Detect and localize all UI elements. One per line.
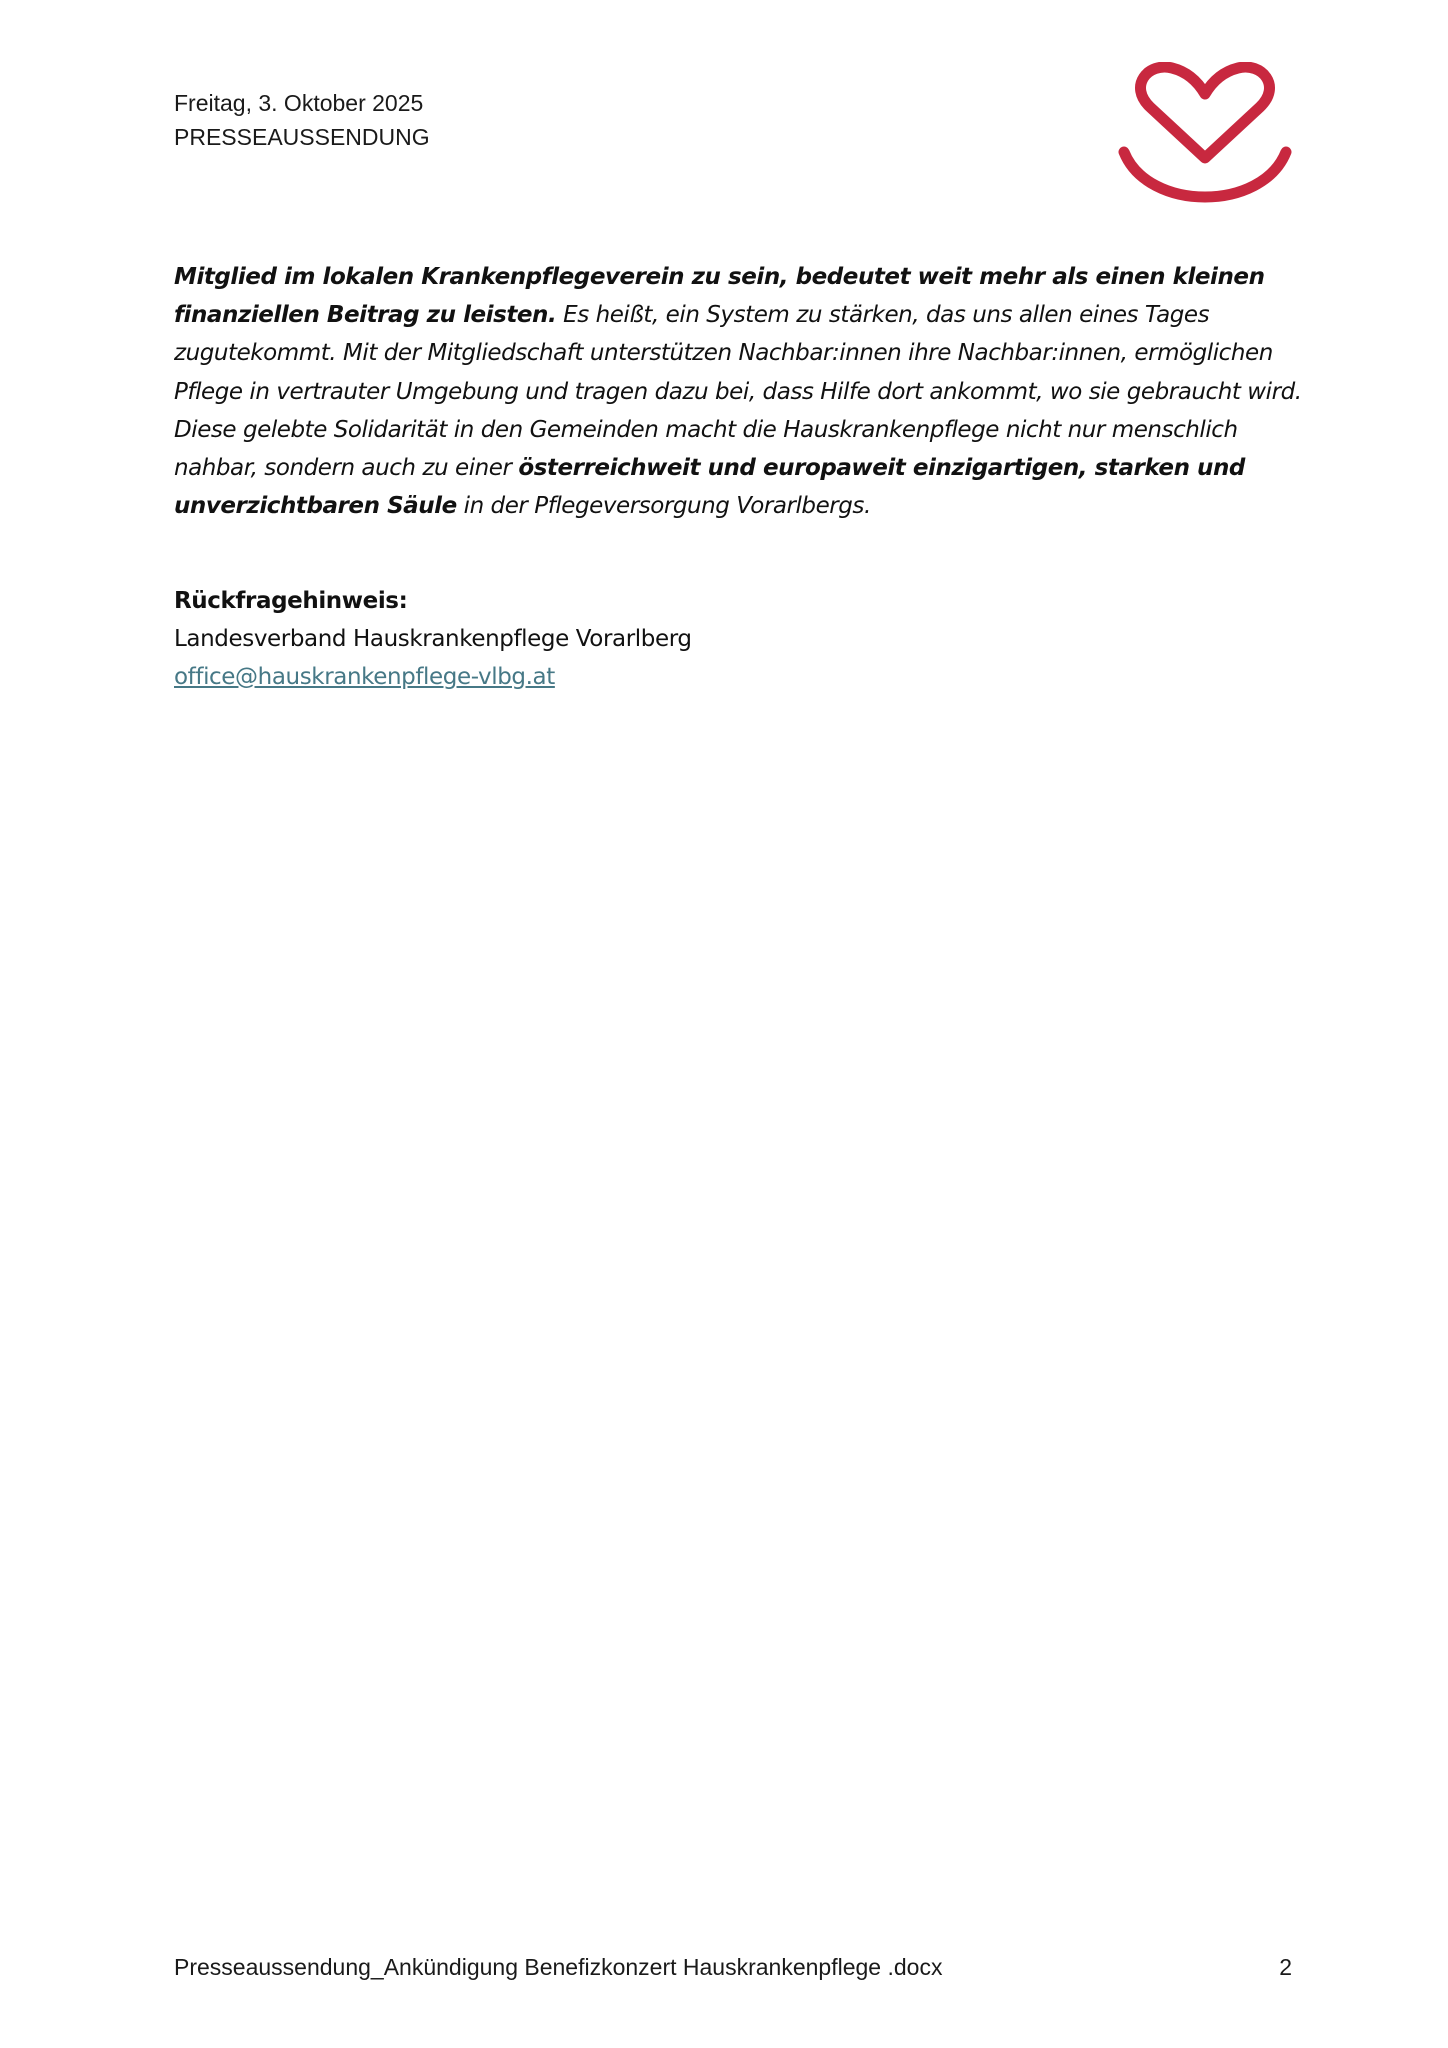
bold-intro: Mitglied im lokalen Krankenpflegeverein zu sein, bedeutet weit mehr als einen kleinen finanziellen Beitrag zu leisten.: [174, 264, 1265, 329]
footer-filename: Presseaussendung_Ankündigung Benefizkonzert Hauskrankenpflege .docx: [174, 1954, 943, 1980]
contact-label: Rückfragehinweis:: [174, 588, 408, 614]
press-date: Freitag, 3. Oktober 2025: [174, 90, 424, 116]
bold-highlight: österreichweit und europaweit einzigartigen, starken und unverzichtbaren Säule: [174, 455, 1245, 520]
page-footer: [174, 1950, 1292, 1984]
contact-organization: Landesverband Hauskrankenpflege Vorarlberg: [174, 626, 692, 652]
contact-email-link[interactable]: office@hauskrankenpflege-vlbg.at: [174, 664, 555, 690]
document-header: [174, 86, 430, 154]
heart-smile-logo-icon: [1118, 62, 1292, 214]
press-release-label: PRESSEAUSSENDUNG: [174, 124, 430, 150]
main-paragraph: [174, 258, 1304, 525]
paragraph-text-2: in der Pflegeversorgung Vorarlbergs.: [456, 493, 871, 520]
paragraph-text-1: Es heißt, ein System zu stärken, das uns allen eines Tages zugutekommt. Mit der Mitgliedschaft unterstützen Nachbar:innen ihre Nachbar:innen, ermöglichen Pflege in vertrauter Umgebung und tragen dazu bei, dass Hilfe dort ankommt, wo sie gebraucht wird. Diese gelebte Solidarität in den Gemeinden macht die Hauskrankenpflege nicht nur menschlich nahbar, sondern auch zu einer: [174, 302, 1302, 482]
contact-block: [174, 582, 692, 696]
page-number: 2: [1279, 1954, 1292, 1980]
